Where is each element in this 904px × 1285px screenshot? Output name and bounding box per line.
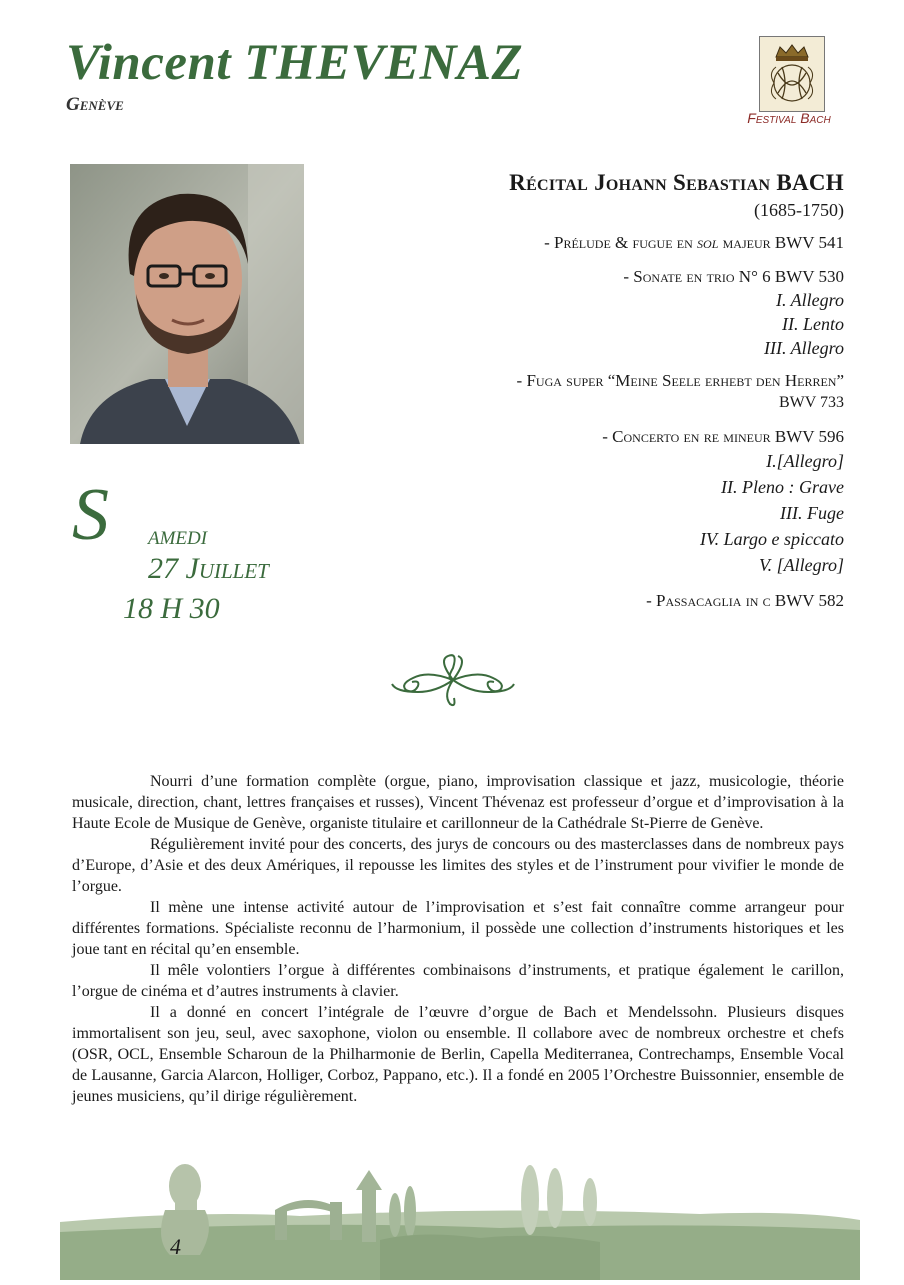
movement: III. Allegro <box>764 338 844 358</box>
performer-photo <box>70 164 304 444</box>
date-initial: S <box>72 474 109 556</box>
movement: III. Fuge <box>780 503 844 523</box>
date-day-month: 27 Juillet <box>148 552 269 585</box>
program-title: Récital Johann Sebastian BACH <box>509 170 844 195</box>
landscape-footer-illustration <box>0 1150 904 1280</box>
piece-prelude-bwv: majeur BWV 541 <box>718 233 844 252</box>
performer-name: Vincent THEVENAZ <box>66 35 524 91</box>
piece-concerto: - Concerto en re mineur BWV 596 <box>602 427 844 446</box>
date-day: amedi <box>148 520 208 550</box>
bio-paragraph: Il mène une intense activité autour de l’improvisation et s’est fait connaître comme arrangeur pour différentes formations. Spécialiste reconnu de l’harmonium, il possède une collection d’instruments historiques et les joue tant en récital qu’en ensemble. <box>72 899 844 958</box>
biography <box>72 771 844 1107</box>
flourish-ornament-icon <box>388 650 518 710</box>
piece-prelude-key: sol <box>697 233 719 252</box>
bach-seal-icon <box>759 36 825 112</box>
bio-paragraph: Nourri d’une formation complète (orgue, piano, improvisation classique et jazz, musicologie, théorie musicale, direction, chant, lettres françaises et russes), Vincent Thévenaz est professeur d’orgue et d’improvisation à la Haute Ecole de Musique de Genève, organiste titulaire et carillonneur de la Cathédrale St-Pierre de Genève. <box>72 773 844 832</box>
piece-sonate: - Sonate en trio N° 6 BWV 530 <box>623 267 844 286</box>
movement: II. Pleno : Grave <box>721 477 844 497</box>
bio-paragraph: Régulièrement invité pour des concerts, des jurys de concours ou des masterclasses dans de nombreux pays d’Europe, d’Asie et des deux Amériques, il repousse les limites des styles et de l’instrument pour vivifier le monde de l’orgue. <box>72 836 844 895</box>
festival-caption: Festival Bach <box>747 110 831 126</box>
piece-prelude-fugue <box>324 232 844 254</box>
program-list <box>324 168 844 612</box>
date-time: 18 H 30 <box>123 592 220 625</box>
piece-fuga-bwv: BWV 733 <box>778 394 844 411</box>
movement: II. Lento <box>782 314 844 334</box>
movement: I. Allegro <box>776 290 844 310</box>
piece-fuga: - Fuga super “Meine Seele erhebt den Herren” <box>516 371 844 390</box>
piece-passacaglia: - Passacaglia in c BWV 582 <box>646 591 844 610</box>
movement: I.[Allegro] <box>766 451 844 471</box>
page-number: 4 <box>170 1234 181 1259</box>
composer-dates: (1685-1750) <box>754 200 844 220</box>
movement: IV. Largo e spiccato <box>700 529 844 549</box>
bio-paragraph: Il mêle volontiers l’orgue à différentes combinaisons d’instruments, et pratique également le carillon, l’orgue de cinéma et d’autres instruments à clavier. <box>72 962 844 1000</box>
movement: V. [Allegro] <box>758 555 844 575</box>
performer-city: Genève <box>66 94 124 115</box>
bio-paragraph: Il a donné en concert l’intégrale de l’œuvre d’orgue de Bach et Mendelssohn. Plusieurs disques immortalisent son jeu, seul, avec saxophone, violon ou ensemble. Il collabore avec de nombreux orchestre et chefs (OSR, OCL, Ensemble Scharoun de la Philharmonie de Berlin, Capella Mediterranea, Contrechamps, Ensemble Vocal de Lausanne, Garcia Alarcon, Holliger, Corboz, Pappano, etc.). Il a fondé en 2005 l’Orchestre Buissonnier, ensemble de jeunes musiciens, qu’il dirige régulièrement. <box>72 1004 844 1105</box>
piece-prelude-text: - Prélude & fugue en <box>544 233 698 252</box>
